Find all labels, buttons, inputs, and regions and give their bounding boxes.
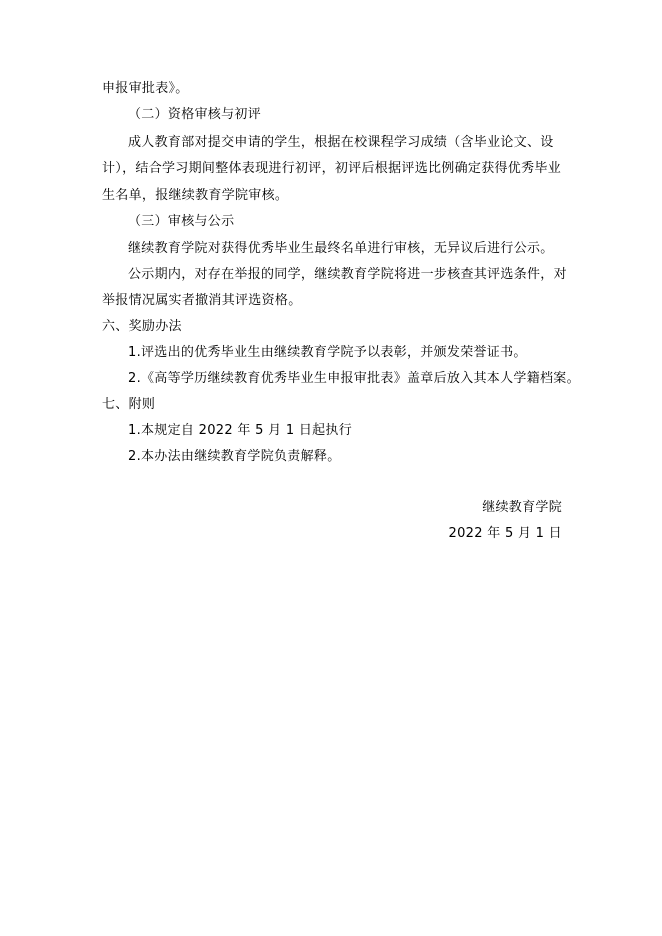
section-heading: （二）资格审核与初评 bbox=[128, 107, 262, 122]
chapter-heading: 七、附则 bbox=[102, 397, 156, 412]
paragraph-line: 计），结合学习期间整体表现进行初评，初评后根据评选比例确定获得优秀毕业 bbox=[102, 161, 562, 176]
paragraph-line: 继续教育学院对获得优秀毕业生最终名单进行审核，无异议后进行公示。 bbox=[128, 241, 554, 256]
paragraph-line: 成人教育部对提交申请的学生，根据在校课程学习成绩（含毕业论文、设 bbox=[128, 135, 554, 150]
list-item: 1.评选出的优秀毕业生由继续教育学院予以表彰，并颁发荣誉证书。 bbox=[128, 345, 527, 360]
paragraph-line: 生名单，报继续教育学院审核。 bbox=[102, 188, 289, 203]
paragraph-line: 公示期内，对存在举报的同学，继续教育学院将进一步核查其评选条件，对 bbox=[128, 267, 567, 282]
section-heading: （三）审核与公示 bbox=[128, 214, 235, 229]
signature-date: 2022 年 5 月 1 日 bbox=[448, 526, 562, 541]
list-item: 2.本办法由继续教育学院负责解释。 bbox=[128, 449, 341, 464]
signature-organization: 继续教育学院 bbox=[482, 500, 562, 515]
chapter-heading: 六、奖励办法 bbox=[102, 319, 182, 334]
list-item: 1.本规定自 2022 年 5 月 1 日起执行 bbox=[128, 423, 353, 438]
list-item: 2.《高等学历继续教育优秀毕业生申报审批表》盖章后放入其本人学籍档案。 bbox=[128, 371, 580, 386]
paragraph-line: 申报审批表》。 bbox=[102, 81, 189, 96]
paragraph-line: 举报情况属实者撤消其评选资格。 bbox=[102, 293, 302, 308]
